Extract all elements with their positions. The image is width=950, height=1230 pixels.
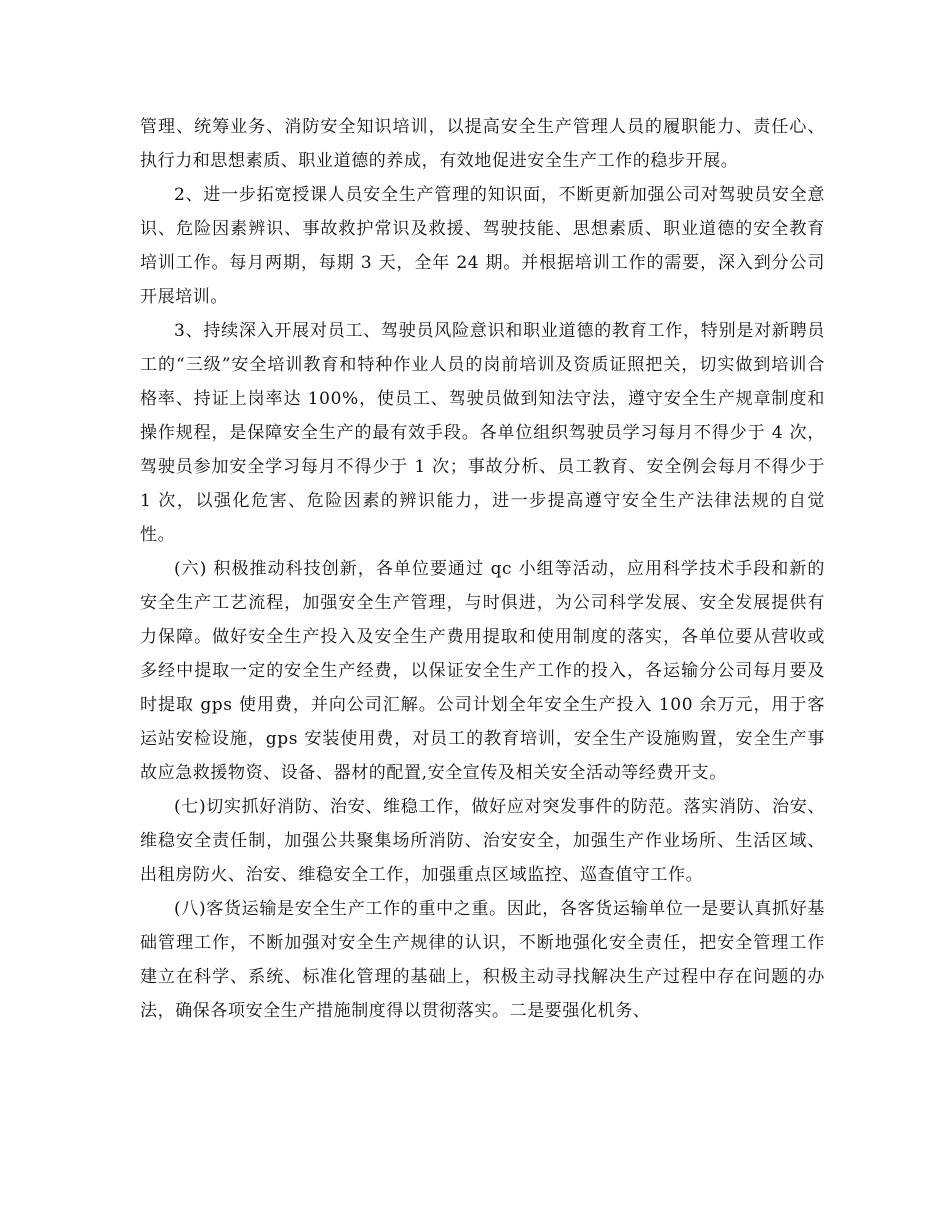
paragraph-continuation: 管理、统筹业务、消防安全知识培训，以提高安全生产管理人员的履职能力、责任心、执行力和思想素质、职业道德的养成，有效地促进安全生产工作的稳步开展。 [140, 117, 825, 171]
document-body [140, 110, 825, 1028]
paragraph-section-8: (八)客货运输是安全生产工作的重中之重。因此，各客货运输单位一是要认真抓好基础管理工作，不断加强对安全生产规律的认识，不断地强化安全责任，把安全管理工作建立在科学、系统、标准化管理的基础上，积极主动寻找解决生产过程中存在问题的办法，确保各项安全生产措施制度得以贯彻落实。二是要强化机务、 [140, 899, 825, 1021]
paragraph-section-6: (六) 积极推动科技创新，各单位要通过 qc 小组等活动，应用科学技术手段和新的安全生产工艺流程，加强安全生产管理，与时俱进，为公司科学发展、安全发展提供有力保障。做好安全生产投入及安全生产费用提取和使用制度的落实，各单位要从营收或多经中提取一定的安全生产经费，以保证安全生产工作的投入，各运输分公司每月要及时提取 gps 使用费，并向公司汇解。公司计划全年安全生产投入 100 余万元，用于客运站安检设施，gps 安装使用费，对员工的教育培训，安全生产设施购置，安全生产事故应急救援物资、设备、器材的配置,安全宣传及相关安全活动等经费开支。 [140, 559, 825, 783]
paragraph-section-7: (七)切实抓好消防、治安、维稳工作，做好应对突发事件的防范。落实消防、治安、维稳安全责任制，加强公共聚集场所消防、治安安全，加强生产作业场所、生活区域、出租房防火、治安、维稳安全工作，加强重点区域监控、巡查值守工作。 [140, 797, 825, 885]
paragraph-item-3: 3、持续深入开展对员工、驾驶员风险意识和职业道德的教育工作，特别是对新聘员工的“三级”安全培训教育和特种作业人员的岗前培训及资质证照把关，切实做到培训合格率、持证上岗率达 100%，使员工、驾驶员做到知法守法，遵守安全生产规章制度和操作规程，是保障安全生产的最有效手段。各单位组织驾驶员学习每月不得少于 4 次，驾驶员参加安全学习每月不得少于 1 次；事故分析、员工教育、安全例会每月不得少于 1 次，以强化危害、危险因素的辨识能力，进一步提高遵守安全生产法律法规的自觉性。 [140, 321, 825, 545]
paragraph-item-2: 2、进一步拓宽授课人员安全生产管理的知识面，不断更新加强公司对驾驶员安全意识、危险因素辨识、事故救护常识及救援、驾驶技能、思想素质、职业道德的安全教育培训工作。每月两期，每期 3 天，全年 24 期。并根据培训工作的需要，深入到分公司开展培训。 [140, 185, 825, 307]
